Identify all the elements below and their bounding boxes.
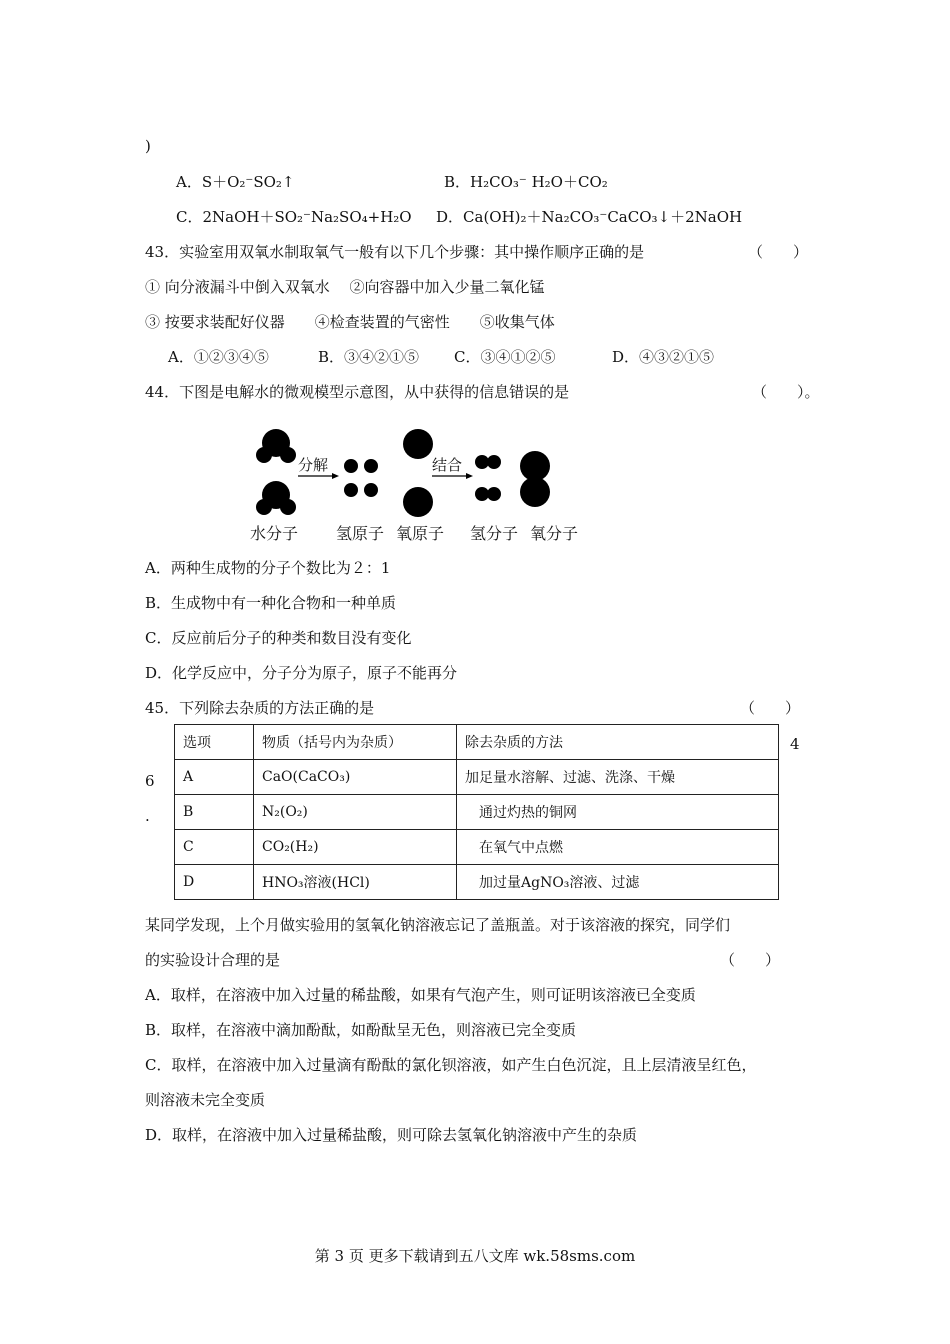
header-cell: 除去杂质的方法 xyxy=(457,725,779,760)
q43-option-c: C．③④①②⑤ xyxy=(454,348,556,366)
table-cell: 加过量AgNO₃溶液、过滤 xyxy=(457,865,779,900)
q43-option-a: A．①②③④⑤ xyxy=(168,348,269,366)
arrow-split-label: 分解 xyxy=(298,456,329,474)
margin-dot: . xyxy=(145,807,150,825)
table-cell: CaO(CaCO₃) xyxy=(254,760,457,795)
table-row xyxy=(175,795,779,830)
hydrogen-molecules xyxy=(475,455,501,501)
q43-stem: 43．实验室用双氧水制取氧气一般有以下几个步骤：其中操作顺序正确的是 xyxy=(145,243,645,261)
header-cell: 选项 xyxy=(175,725,254,760)
q46-option-a: A．取样，在溶液中加入过量的稀盐酸，如果有气泡产生，则可证明该溶液已全变质 xyxy=(145,986,696,1004)
table-cell: 在氧气中点燃 xyxy=(457,830,779,865)
arrow-combine-label: 结合 xyxy=(432,456,463,474)
q42-option-c: C．2NaOH＋SO₂⁻Na₂SO₄+H₂O xyxy=(176,208,412,226)
table-row xyxy=(175,760,779,795)
label-water-molecule: 水分子 xyxy=(250,524,299,543)
label-hydrogen-molecule: 氢分子 xyxy=(470,524,519,543)
q44-answer-paren: （ ）。 xyxy=(752,383,820,401)
table-cell: CO₂(H₂) xyxy=(254,830,457,865)
water-molecule-bottom xyxy=(256,481,296,515)
table-cell: 加足量水溶解、过滤、洗涤、干燥 xyxy=(457,760,779,795)
margin-number-4: 4 xyxy=(790,735,800,753)
q42-option-a: A．S＋O₂⁻SO₂↑ xyxy=(176,173,295,191)
q44-option-d: D．化学反应中，分子分为原子，原子不能再分 xyxy=(145,664,458,682)
hydrogen-atoms xyxy=(344,459,378,497)
q44-stem: 44．下图是电解水的微观模型示意图，从中获得的信息错误的是 xyxy=(145,383,570,401)
table-cell: C xyxy=(175,830,254,865)
table-row xyxy=(175,865,779,900)
q46-option-b: B．取样，在溶液中滴加酚酞，如酚酞呈无色，则溶液已完全变质 xyxy=(145,1021,577,1039)
q42-option-d: D．Ca(OH)₂＋Na₂CO₃⁻CaCO₃↓＋2NaOH xyxy=(436,208,743,226)
oxygen-molecule xyxy=(520,451,550,507)
electrolysis-diagram xyxy=(240,418,600,548)
q46-stem-line2: 的实验设计合理的是 xyxy=(145,951,281,969)
q45-stem: 45．下列除去杂质的方法正确的是 xyxy=(145,699,375,717)
label-oxygen-atom: 氧原子 xyxy=(396,524,445,543)
label-hydrogen-atom: 氢原子 xyxy=(336,524,385,543)
q43-option-b: B．③④②①⑤ xyxy=(318,348,420,366)
paren-close: ) xyxy=(145,137,151,155)
table-cell: B xyxy=(175,795,254,830)
table-cell: A xyxy=(175,760,254,795)
impurity-table xyxy=(174,724,779,900)
q43-steps-3-5: ③ 按要求装配好仪器 ④检查装置的气密性 ⑤收集气体 xyxy=(145,313,555,331)
table-cell: HNO₃溶液(HCl) xyxy=(254,865,457,900)
table-header-row xyxy=(175,725,779,760)
page-footer: 第 3 页 更多下载请到五八文库 wk.58sms.com xyxy=(314,1247,636,1265)
q44-option-a: A．两种生成物的分子个数比为２：1 xyxy=(145,559,391,577)
q46-option-d: D．取样，在溶液中加入过量稀盐酸，则可除去氢氧化钠溶液中产生的杂质 xyxy=(145,1126,638,1144)
q43-steps-1-2: ① 向分液漏斗中倒入双氧水 ②向容器中加入少量二氧化锰 xyxy=(145,278,545,296)
table-cell: 通过灼热的铜网 xyxy=(457,795,779,830)
margin-number-6: 6 xyxy=(145,772,155,790)
q42-option-b: B．H₂CO₃⁻ H₂O＋CO₂ xyxy=(444,173,608,191)
q43-answer-paren: （ ） xyxy=(748,243,809,261)
q43-option-d: D．④③②①⑤ xyxy=(612,348,715,366)
q44-option-b: B．生成物中有一种化合物和一种单质 xyxy=(145,594,397,612)
oxygen-atoms xyxy=(403,429,433,517)
water-molecule-top xyxy=(256,429,296,463)
q44-option-c: C．反应前后分子的种类和数目没有变化 xyxy=(145,629,412,647)
table-cell: D xyxy=(175,865,254,900)
table-cell: N₂(O₂) xyxy=(254,795,457,830)
q46-stem-line1: 某同学发现，上个月做实验用的氢氧化钠溶液忘记了盖瓶盖。对于该溶液的探究，同学们 xyxy=(145,916,731,934)
label-oxygen-molecule: 氧分子 xyxy=(530,524,579,543)
q46-option-c-line1: C．取样，在溶液中加入过量滴有酚酞的氯化钡溶液，如产生白色沉淀，且上层清液呈红色， xyxy=(145,1056,757,1074)
table-row xyxy=(175,830,779,865)
header-cell: 物质（括号内为杂质） xyxy=(254,725,457,760)
q45-answer-paren: （ ） xyxy=(740,699,801,717)
q46-option-c-line2: 则溶液未完全变质 xyxy=(145,1091,266,1109)
q46-answer-paren: （ ） xyxy=(720,951,781,969)
